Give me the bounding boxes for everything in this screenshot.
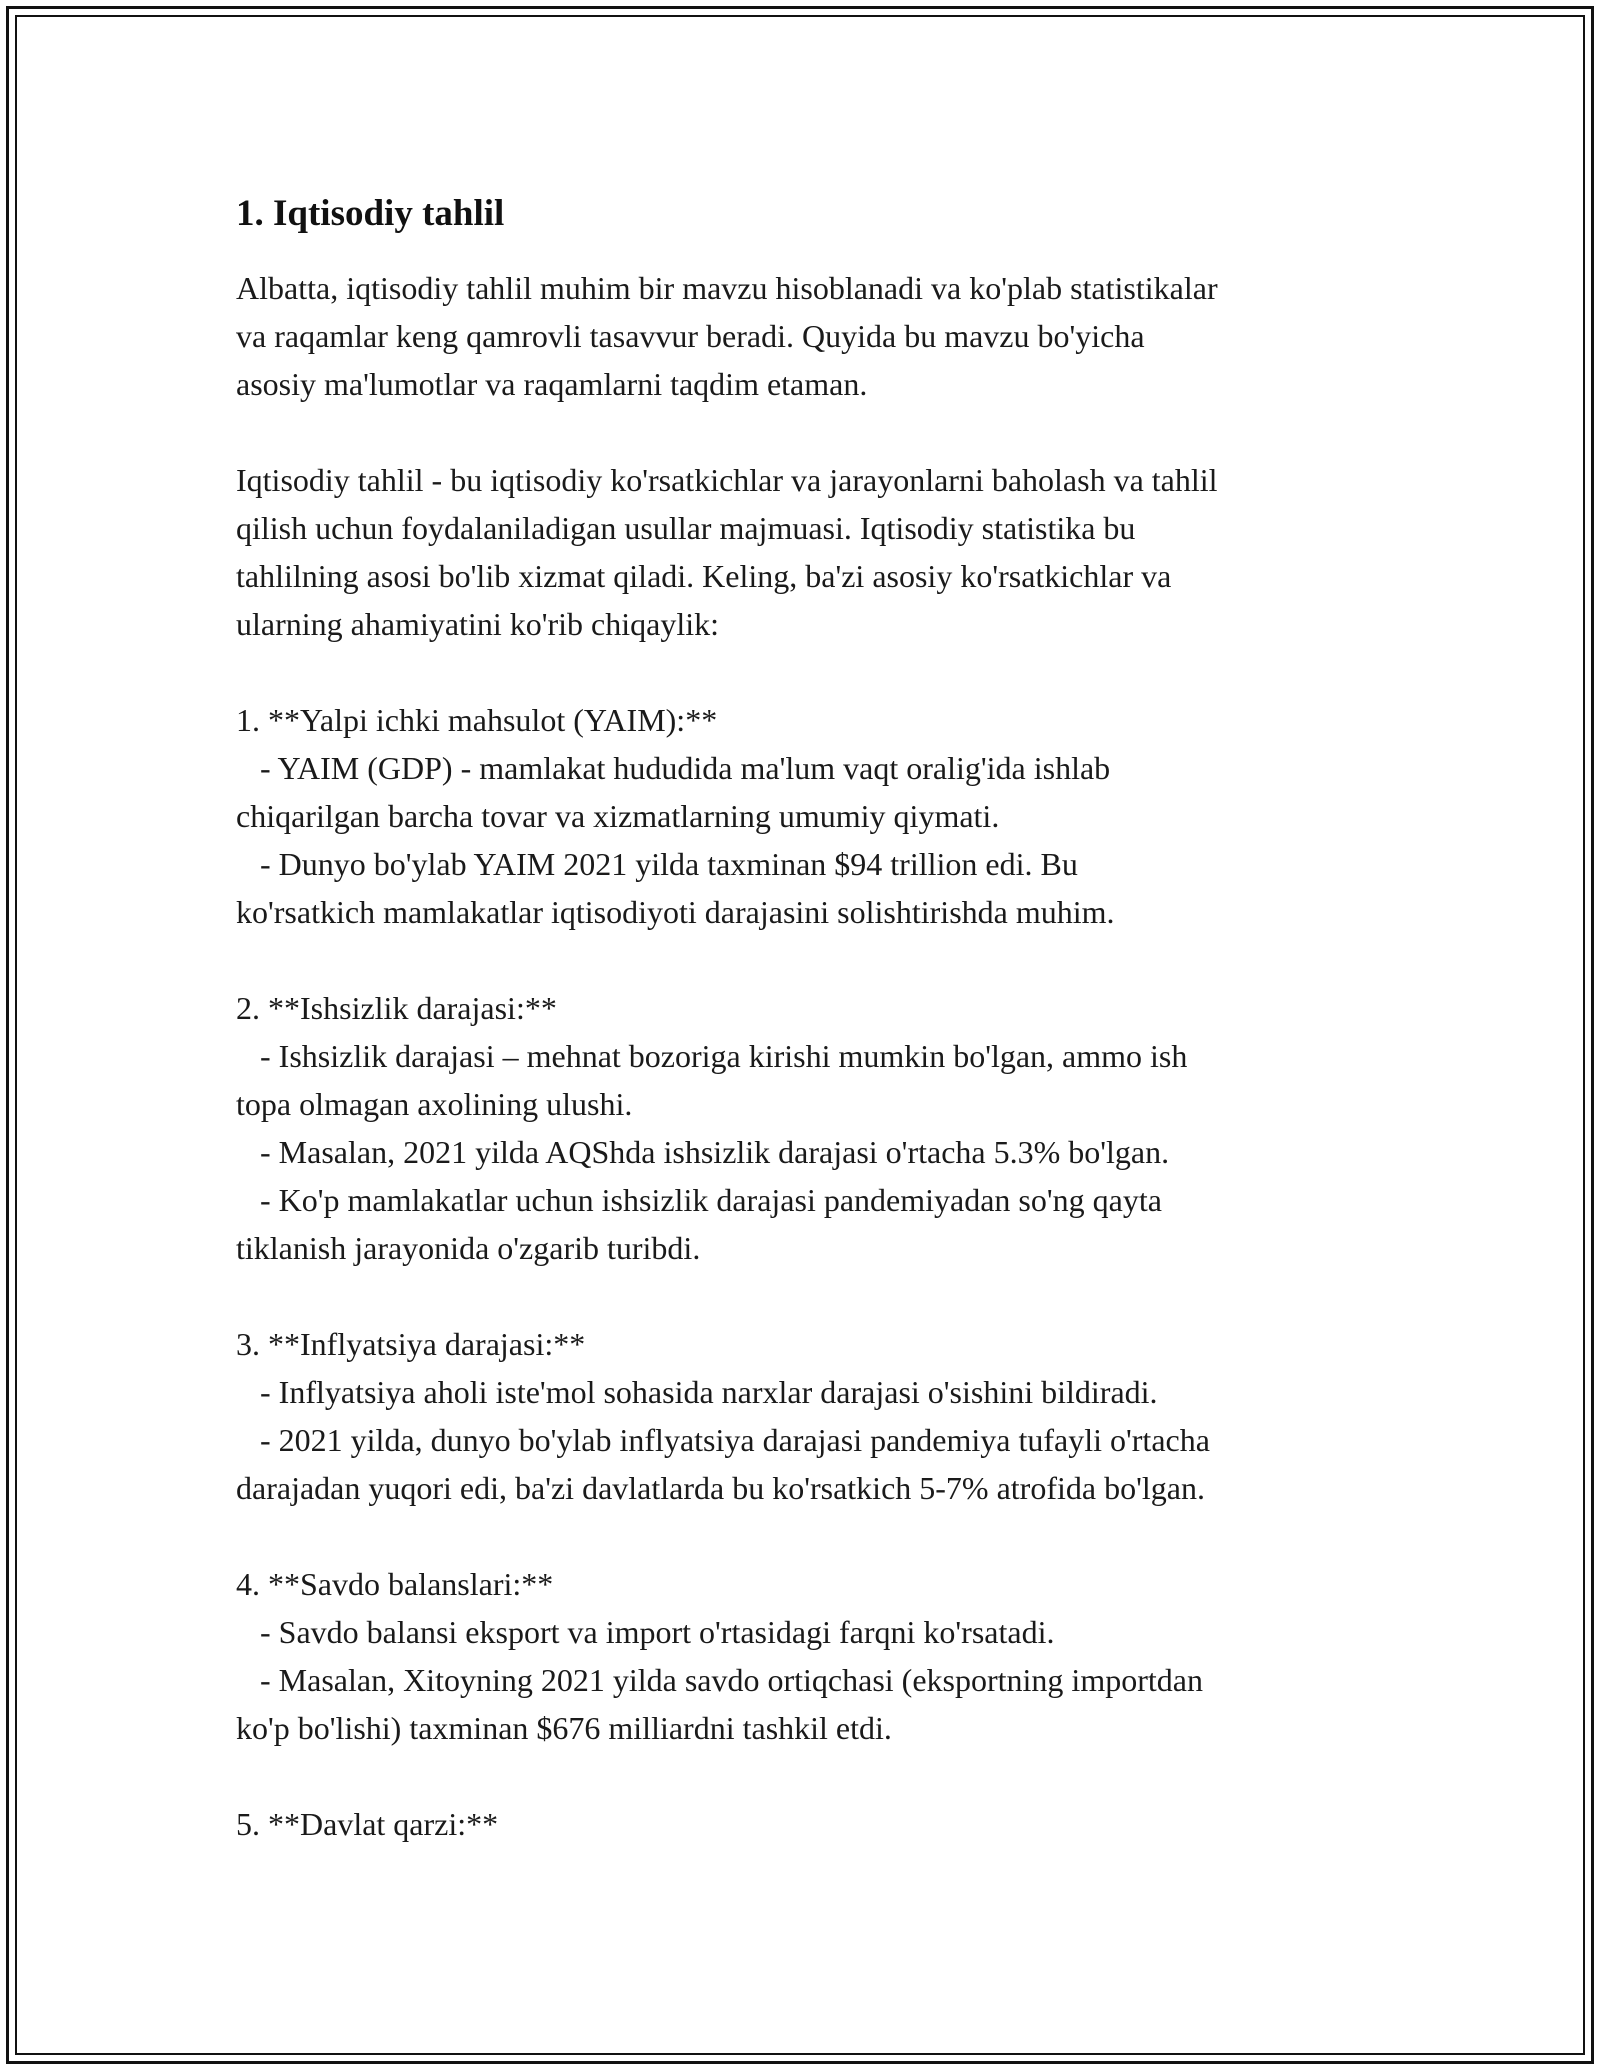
- section-unemployment: 2. **Ishsizlik darajasi:** - Ishsizlik darajasi – mehnat bozoriga kirishi mumkin bo'lgan, ammo ish topa olmagan axolining ulushi. - Masalan, 2021 yilda AQShda ishsizlik darajasi o'rtacha 5.3% bo'lgan. - Ko'p mamlakatlar uchun ishsizlik darajasi pandemiyadan so'ng qayta tiklanish jarayonida o'zgarib turibdi.: [236, 990, 1188, 1266]
- document-body: [236, 190, 1376, 1848]
- document-title: 1. Iqtisodiy tahlil: [236, 193, 505, 234]
- section-public-debt: 5. **Davlat qarzi:**: [236, 1806, 499, 1842]
- definition-paragraph: Iqtisodiy tahlil - bu iqtisodiy ko'rsatkichlar va jarayonlarni baholash va tahlil qilish uchun foydalaniladigan usullar majmuasi. Iqtisodiy statistika bu tahlilning asosi bo'lib xizmat qiladi. Keling, ba'zi asosiy ko'rsatkichlar va ularning ahamiyatini ko'rib chiqaylik:: [236, 462, 1218, 642]
- paragraph-spacer: [236, 1752, 1376, 1800]
- paragraph-spacer: [236, 936, 1376, 984]
- paragraph-spacer: [236, 1512, 1376, 1560]
- section-gdp: 1. **Yalpi ichki mahsulot (YAIM):** - YAIM (GDP) - mamlakat hududida ma'lum vaqt oralig'ida ishlab chiqarilgan barcha tovar va xizmatlarning umumiy qiymati. - Dunyo bo'ylab YAIM 2021 yilda taxminan $94 trillion edi. Bu ko'rsatkich mamlakatlar iqtisodiyoti darajasini solishtirishda muhim.: [236, 702, 1115, 930]
- intro-paragraph: Albatta, iqtisodiy tahlil muhim bir mavzu hisoblanadi va ko'plab statistikalar va raqamlar keng qamrovli tasavvur beradi. Quyida bu mavzu bo'yicha asosiy ma'lumotlar va raqamlarni taqdim etaman.: [236, 270, 1218, 402]
- paragraph-spacer: [236, 648, 1376, 696]
- paragraph-spacer: [236, 408, 1376, 456]
- section-inflation: 3. **Inflyatsiya darajasi:** - Inflyatsiya aholi iste'mol sohasida narxlar darajasi o'sishini bildiradi. - 2021 yilda, dunyo bo'ylab inflyatsiya darajasi pandemiya tufayli o'rtacha darajadan yuqori edi, ba'zi davlatlarda bu ko'rsatkich 5-7% atrofida bo'lgan.: [236, 1326, 1210, 1506]
- paragraph-spacer: [236, 1272, 1376, 1320]
- section-trade-balance: 4. **Savdo balanslari:** - Savdo balansi eksport va import o'rtasidagi farqni ko'rsatadi. - Masalan, Xitoyning 2021 yilda savdo ortiqchasi (eksportning importdan ko'p bo'lishi) taxminan $676 milliardni tashkil etdi.: [236, 1566, 1203, 1746]
